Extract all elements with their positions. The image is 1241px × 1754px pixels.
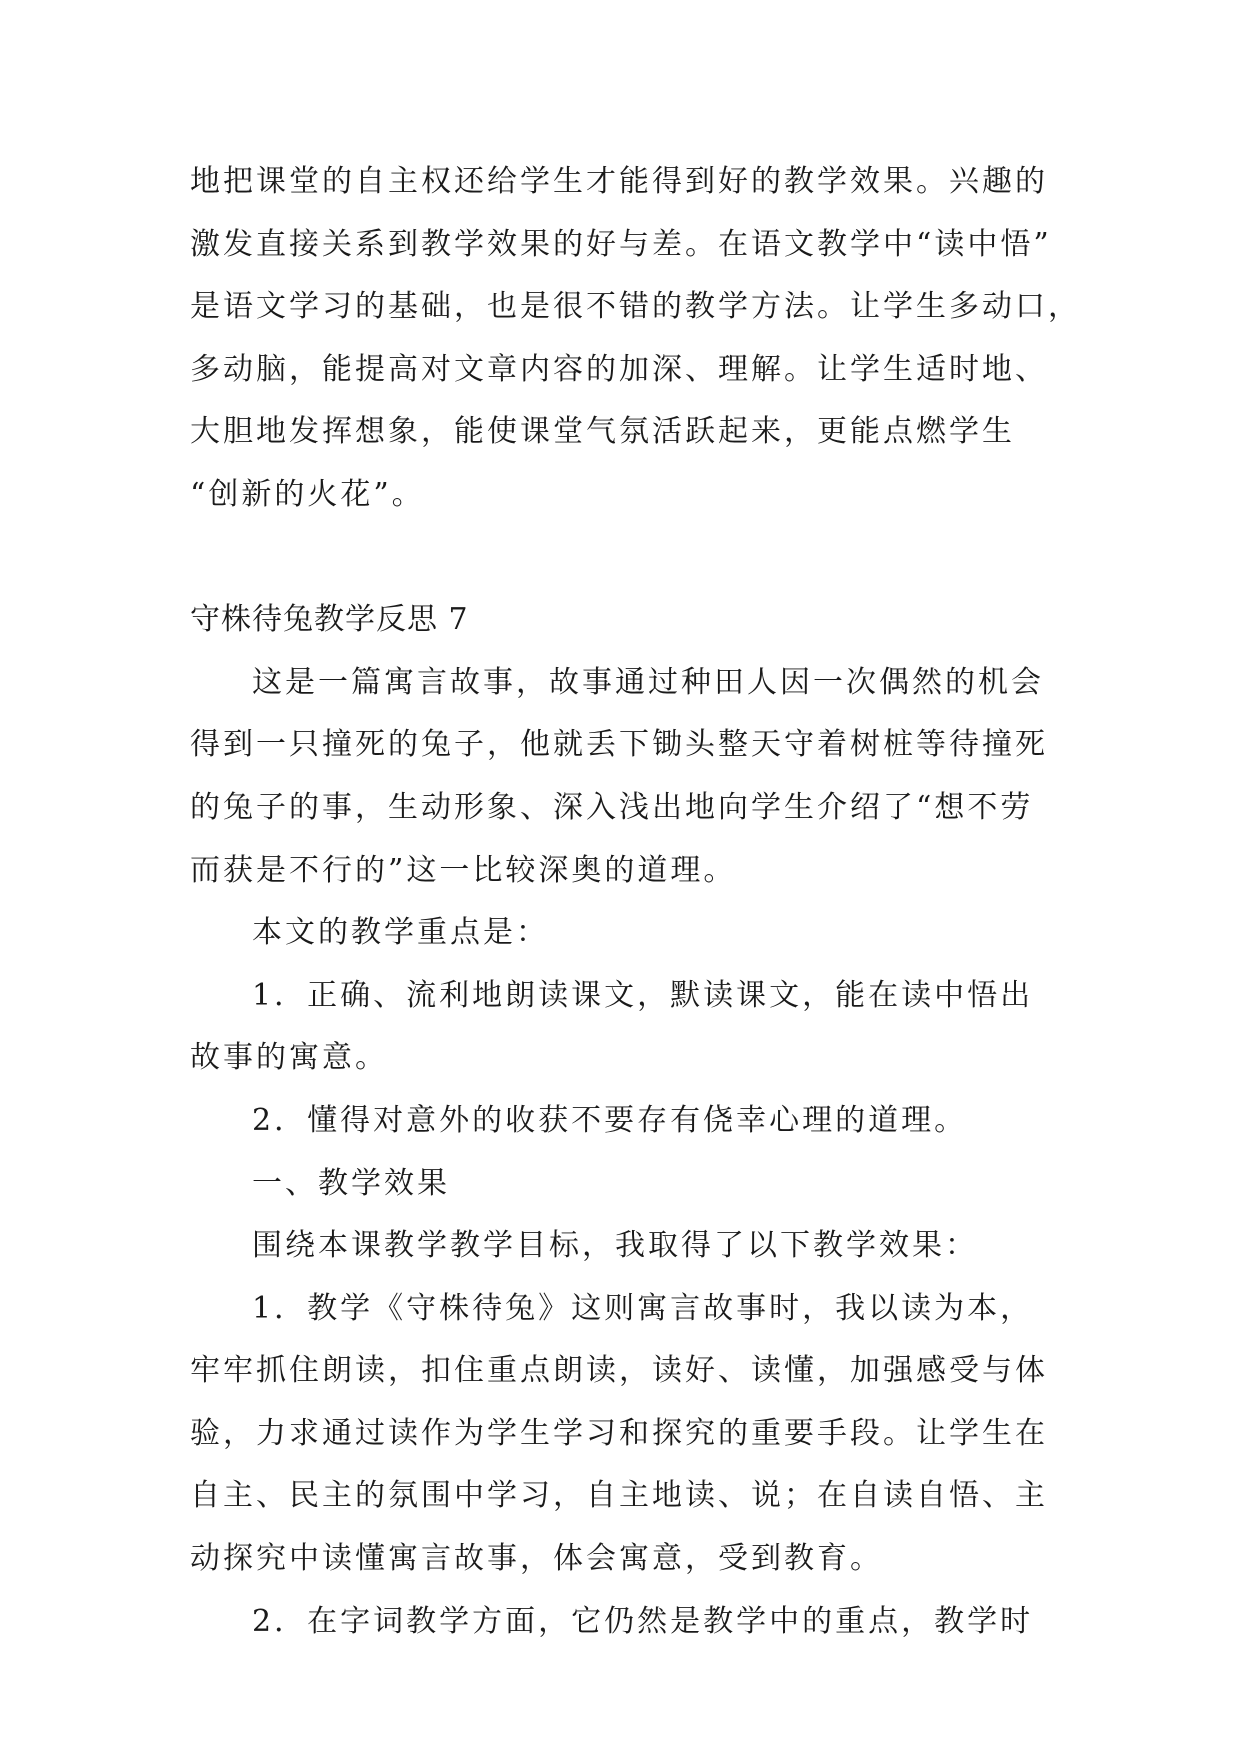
- text-line: 而获是不行的”这一比较深奥的道理。: [190, 852, 737, 888]
- text-line: 大胆地发挥想象，能使课堂气氛活跃起来，更能点燃学生: [190, 414, 1015, 450]
- document-body: [190, 162, 1081, 1664]
- text-line: 得到一只撞死的兔子，他就丢下锄头整天守着树桩等待撞死: [190, 727, 1048, 763]
- text-line: 的兔子的事，生动形象、深入浅出地向学生介绍了“想不劳: [190, 789, 1034, 825]
- text-line: 一、教学效果: [252, 1165, 450, 1201]
- text-line: 围绕本课教学教学目标，我取得了以下教学效果：: [252, 1228, 978, 1264]
- text-line: 激发直接关系到教学效果的好与差。在语文教学中“读中悟”: [190, 226, 1052, 262]
- text-line: 1．教学《守株待兔》这则寓言故事时，我以读为本，: [252, 1290, 1034, 1326]
- text-line: 2．懂得对意外的收获不要存有侥幸心理的道理。: [252, 1102, 968, 1138]
- text-line: 动探究中读懂寓言故事，体会寓意，受到教育。: [190, 1541, 883, 1577]
- text-line: 本文的教学重点是：: [252, 915, 549, 951]
- text-line: 是语文学习的基础，也是很不错的教学方法。让学生多动口，: [190, 289, 1081, 325]
- text-line: 1．正确、流利地朗读课文，默读课文，能在读中悟出: [252, 977, 1034, 1013]
- text-line: “创新的火花”。: [190, 476, 425, 512]
- text-line: 地把课堂的自主权还给学生才能得到好的教学效果。兴趣的: [190, 164, 1048, 199]
- text-line: 牢牢抓住朗读，扣住重点朗读，读好、读懂，加强感受与体: [190, 1353, 1048, 1389]
- text-line: 这是一篇寓言故事，故事通过种田人因一次偶然的机会: [252, 664, 1044, 700]
- text-line: 自主、民主的氛围中学习，自主地读、说；在自读自悟、主: [190, 1478, 1048, 1514]
- section-title: 守株待兔教学反思 7: [190, 602, 469, 638]
- text-line: 故事的寓意。: [190, 1040, 388, 1076]
- text-line: 2．在字词教学方面，它仍然是教学中的重点，教学时: [252, 1603, 1034, 1639]
- text-line: 验，力求通过读作为学生学习和探究的重要手段。让学生在: [190, 1415, 1048, 1451]
- paragraph-gap: [190, 538, 1060, 601]
- text-line: 多动脑，能提高对文章内容的加深、理解。让学生适时地、: [190, 351, 1048, 387]
